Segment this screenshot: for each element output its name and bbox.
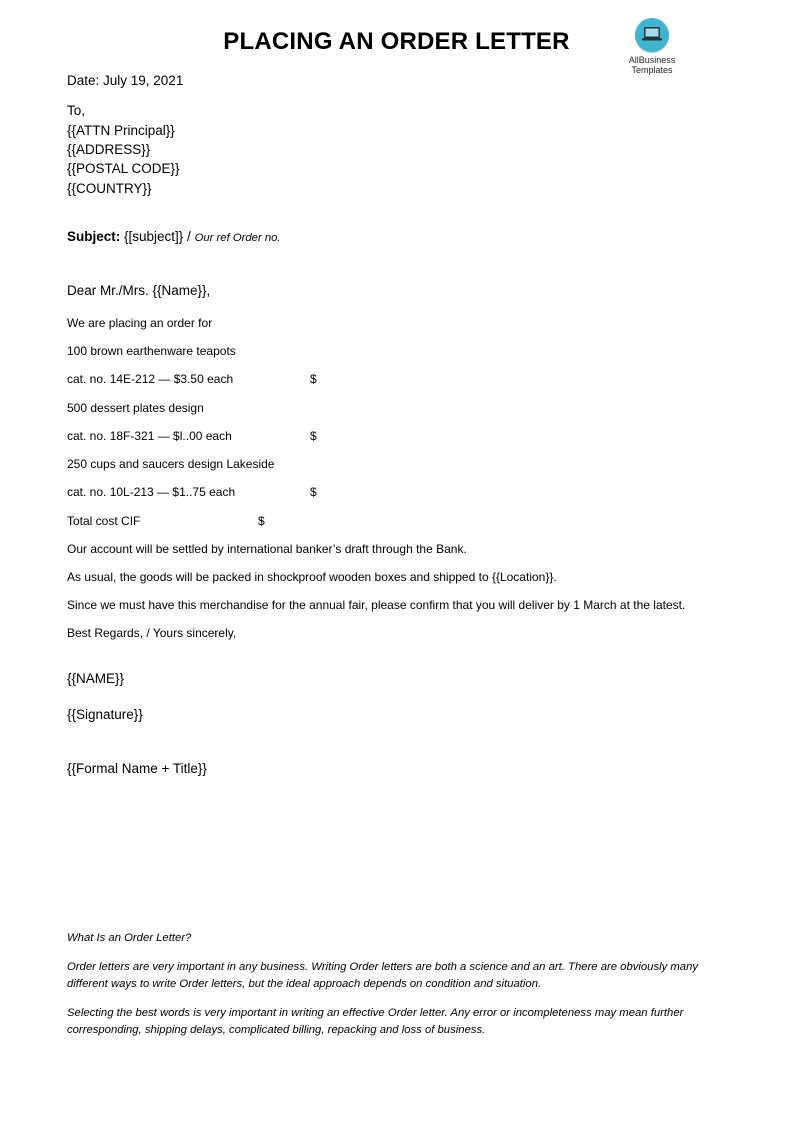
address-country: {{COUNTRY}} xyxy=(67,181,152,196)
signer-formal-title: {{Formal Name + Title}} xyxy=(67,761,207,776)
address-to: To, xyxy=(67,103,86,118)
brand-logo xyxy=(616,18,688,75)
signer-signature: {{Signature}} xyxy=(67,707,143,722)
order-item-currency: $ xyxy=(310,372,317,386)
subject-ref: Our ref Order no. xyxy=(194,232,281,244)
order-item-cat: cat. no. 18F-321 — $l..00 each xyxy=(67,429,232,443)
order-item-desc: 100 brown earthenware teapots xyxy=(67,344,236,358)
salutation: Dear Mr./Mrs. {{Name}}, xyxy=(67,283,211,298)
order-item-currency: $ xyxy=(310,429,317,443)
laptop-icon xyxy=(641,26,663,42)
address-postal: {{POSTAL CODE}} xyxy=(67,161,180,176)
body-paragraph-shipping: As usual, the goods will be packed in shockproof wooden boxes and shipped to {{Location}}. xyxy=(67,570,557,584)
total-cost-label: Total cost CIF xyxy=(67,514,141,528)
order-item-cat: cat. no. 10L-213 — $1..75 each xyxy=(67,485,236,499)
subject-label: Subject: xyxy=(67,229,121,244)
logo-badge xyxy=(635,18,669,52)
body-paragraph-deadline: Since we must have this merchandise for the annual fair, please confirm that you will deliver by 1 March at the latest. xyxy=(67,598,686,612)
total-cost-currency: $ xyxy=(258,514,265,528)
address-street: {{ADDRESS}} xyxy=(67,142,151,157)
subject-line xyxy=(67,229,281,244)
address-attn: {{ATTN Principal}} xyxy=(67,123,175,138)
subject-value: {[subject]} / xyxy=(120,229,195,244)
footer-paragraph-2: Selecting the best words is very important in writing an effective Order letter. Any error or incompleteness may mean further corresponding, shipping delays, complicated billing, repacking and loss of business. xyxy=(67,1007,684,1036)
signer-name: {{NAME}} xyxy=(67,671,125,686)
closing-line: Best Regards, / Yours sincerely, xyxy=(67,626,237,640)
document-title: PLACING AN ORDER LETTER xyxy=(223,28,570,55)
order-item-desc: 250 cups and saucers design Lakeside xyxy=(67,457,275,471)
footer-heading: What Is an Order Letter? xyxy=(67,932,192,944)
body-paragraph-payment: Our account will be settled by international banker’s draft through the Bank. xyxy=(67,542,467,556)
logo-brand-line1: AllBusiness xyxy=(628,55,676,65)
order-item-cat: cat. no. 14E-212 — $3.50 each xyxy=(67,372,234,386)
order-item-currency: $ xyxy=(310,485,317,499)
footer-paragraph-1: Order letters are very important in any business. Writing Order letters are both a science and an art. There are obviously many different ways to write Order letters, but the ideal approach depends on condition and situation. xyxy=(67,961,699,990)
logo-brand-line2: Templates xyxy=(631,65,673,75)
order-intro: We are placing an order for xyxy=(67,316,213,330)
letter-date: Date: July 19, 2021 xyxy=(67,73,184,88)
order-item-desc: 500 dessert plates design xyxy=(67,401,204,415)
logo-text xyxy=(616,55,688,75)
